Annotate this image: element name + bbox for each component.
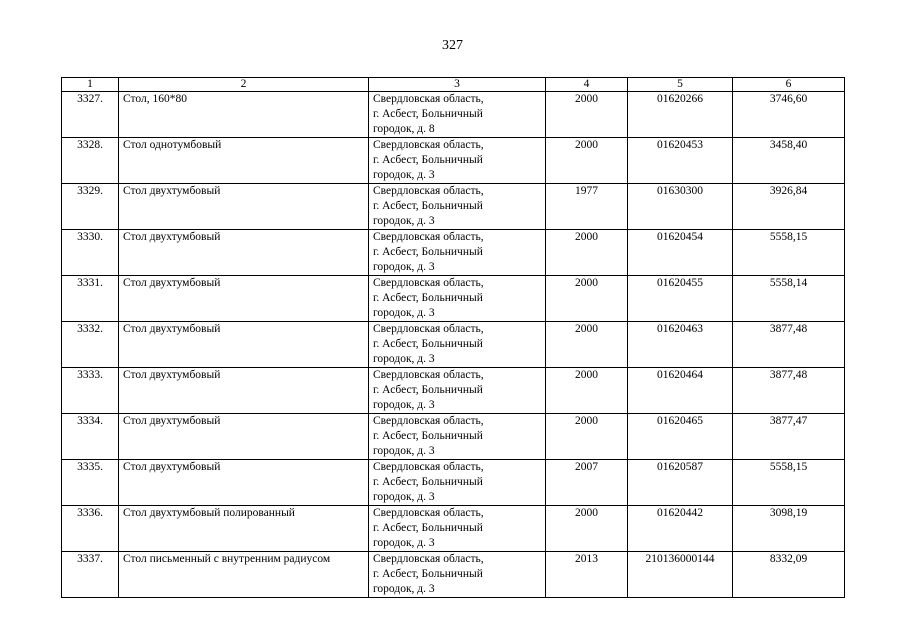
address-cell bbox=[369, 184, 546, 230]
inventory-number-cell: 01620464 bbox=[628, 368, 733, 414]
address-line: Свердловская область, bbox=[373, 415, 484, 427]
address-line: городок, д. 3 bbox=[373, 169, 435, 181]
row-number-cell: 3336. bbox=[62, 506, 119, 552]
address-line: городок, д. 3 bbox=[373, 307, 435, 319]
item-name-cell: Стол однотумбовый bbox=[119, 138, 369, 184]
row-number-cell: 3334. bbox=[62, 414, 119, 460]
address-line: г. Асбест, Больничный bbox=[373, 522, 483, 534]
row-number-cell: 3335. bbox=[62, 460, 119, 506]
row-number-cell: 3331. bbox=[62, 276, 119, 322]
table-row bbox=[62, 460, 845, 506]
inventory-number-cell: 01620465 bbox=[628, 414, 733, 460]
address-cell bbox=[369, 322, 546, 368]
row-number-cell: 3337. bbox=[62, 552, 119, 598]
cost-cell: 3877,48 bbox=[733, 368, 845, 414]
address-line: Свердловская область, bbox=[373, 323, 484, 335]
column-header-1: 1 bbox=[62, 78, 119, 92]
item-name-cell: Стол двухтумбовый bbox=[119, 322, 369, 368]
year-cell: 2000 bbox=[546, 368, 628, 414]
address-cell bbox=[369, 414, 546, 460]
row-number-cell: 3330. bbox=[62, 230, 119, 276]
inventory-number-cell: 01620455 bbox=[628, 276, 733, 322]
address-line: Свердловская область, bbox=[373, 507, 484, 519]
address-line: г. Асбест, Больничный bbox=[373, 568, 483, 580]
address-line: Свердловская область, bbox=[373, 553, 484, 565]
year-cell: 2000 bbox=[546, 322, 628, 368]
address-line: г. Асбест, Больничный bbox=[373, 292, 483, 304]
table-row bbox=[62, 552, 845, 598]
year-cell: 1977 bbox=[546, 184, 628, 230]
address-line: Свердловская область, bbox=[373, 277, 484, 289]
address-line: г. Асбест, Больничный bbox=[373, 476, 483, 488]
inventory-number-cell: 01620266 bbox=[628, 92, 733, 138]
cost-cell: 5558,14 bbox=[733, 276, 845, 322]
address-line: городок, д. 3 bbox=[373, 445, 435, 457]
address-cell bbox=[369, 276, 546, 322]
address-line: Свердловская область, bbox=[373, 185, 484, 197]
inventory-number-cell: 01630300 bbox=[628, 184, 733, 230]
row-number-cell: 3333. bbox=[62, 368, 119, 414]
year-cell: 2013 bbox=[546, 552, 628, 598]
year-cell: 2000 bbox=[546, 506, 628, 552]
address-cell bbox=[369, 552, 546, 598]
inventory-number-cell: 01620442 bbox=[628, 506, 733, 552]
column-header-4: 4 bbox=[546, 78, 628, 92]
item-name-cell: Стол двухтумбовый bbox=[119, 460, 369, 506]
cost-cell: 8332,09 bbox=[733, 552, 845, 598]
year-cell: 2000 bbox=[546, 138, 628, 184]
address-line: Свердловская область, bbox=[373, 139, 484, 151]
year-cell: 2000 bbox=[546, 230, 628, 276]
address-cell bbox=[369, 368, 546, 414]
address-line: Свердловская область, bbox=[373, 369, 484, 381]
inventory-number-cell: 01620453 bbox=[628, 138, 733, 184]
table-row bbox=[62, 368, 845, 414]
inventory-number-cell: 01620587 bbox=[628, 460, 733, 506]
address-line: г. Асбест, Больничный bbox=[373, 200, 483, 212]
item-name-cell: Стол двухтумбовый bbox=[119, 184, 369, 230]
address-line: г. Асбест, Больничный bbox=[373, 246, 483, 258]
table-header-row bbox=[62, 78, 845, 92]
cost-cell: 5558,15 bbox=[733, 460, 845, 506]
row-number-cell: 3329. bbox=[62, 184, 119, 230]
table-row bbox=[62, 414, 845, 460]
page-number: 327 bbox=[442, 38, 463, 53]
address-line: Свердловская область, bbox=[373, 93, 484, 105]
column-header-3: 3 bbox=[369, 78, 546, 92]
address-cell bbox=[369, 506, 546, 552]
table-row bbox=[62, 138, 845, 184]
row-number-cell: 3332. bbox=[62, 322, 119, 368]
inventory-number-cell: 01620454 bbox=[628, 230, 733, 276]
column-header-2: 2 bbox=[119, 78, 369, 92]
address-line: Свердловская область, bbox=[373, 231, 484, 243]
row-number-cell: 3327. bbox=[62, 92, 119, 138]
cost-cell: 3746,60 bbox=[733, 92, 845, 138]
address-line: Свердловская область, bbox=[373, 461, 484, 473]
address-line: г. Асбест, Больничный bbox=[373, 384, 483, 396]
cost-cell: 3877,48 bbox=[733, 322, 845, 368]
column-header-5: 5 bbox=[628, 78, 733, 92]
table-row bbox=[62, 506, 845, 552]
address-line: городок, д. 3 bbox=[373, 583, 435, 595]
inventory-number-cell: 210136000144 bbox=[628, 552, 733, 598]
cost-cell: 3877,47 bbox=[733, 414, 845, 460]
address-line: г. Асбест, Больничный bbox=[373, 108, 483, 120]
cost-cell: 3098,19 bbox=[733, 506, 845, 552]
year-cell: 2000 bbox=[546, 414, 628, 460]
address-cell bbox=[369, 138, 546, 184]
address-line: городок, д. 3 bbox=[373, 261, 435, 273]
table-row bbox=[62, 322, 845, 368]
year-cell: 2000 bbox=[546, 276, 628, 322]
item-name-cell: Стол, 160*80 bbox=[119, 92, 369, 138]
address-cell bbox=[369, 92, 546, 138]
table-row bbox=[62, 230, 845, 276]
cost-cell: 5558,15 bbox=[733, 230, 845, 276]
address-line: г. Асбест, Больничный bbox=[373, 338, 483, 350]
column-header-6: 6 bbox=[733, 78, 845, 92]
item-name-cell: Стол двухтумбовый bbox=[119, 276, 369, 322]
item-name-cell: Стол двухтумбовый bbox=[119, 230, 369, 276]
year-cell: 2000 bbox=[546, 92, 628, 138]
table-body bbox=[62, 92, 845, 598]
address-line: городок, д. 3 bbox=[373, 491, 435, 503]
inventory-number-cell: 01620463 bbox=[628, 322, 733, 368]
address-line: городок, д. 3 bbox=[373, 215, 435, 227]
table-row bbox=[62, 92, 845, 138]
address-line: г. Асбест, Больничный bbox=[373, 154, 483, 166]
address-cell bbox=[369, 460, 546, 506]
address-line: городок, д. 3 bbox=[373, 537, 435, 549]
address-line: городок, д. 3 bbox=[373, 399, 435, 411]
cost-cell: 3926,84 bbox=[733, 184, 845, 230]
address-line: городок, д. 3 bbox=[373, 353, 435, 365]
item-name-cell: Стол двухтумбовый bbox=[119, 368, 369, 414]
item-name-cell: Стол двухтумбовый bbox=[119, 414, 369, 460]
cost-cell: 3458,40 bbox=[733, 138, 845, 184]
item-name-cell: Стол двухтумбовый полированный bbox=[119, 506, 369, 552]
address-cell bbox=[369, 230, 546, 276]
property-register-table bbox=[61, 77, 845, 598]
item-name-cell: Стол письменный с внутренним радиусом bbox=[119, 552, 369, 598]
address-line: г. Асбест, Больничный bbox=[373, 430, 483, 442]
table-row bbox=[62, 276, 845, 322]
row-number-cell: 3328. bbox=[62, 138, 119, 184]
year-cell: 2007 bbox=[546, 460, 628, 506]
address-line: городок, д. 8 bbox=[373, 123, 435, 135]
table-row bbox=[62, 184, 845, 230]
